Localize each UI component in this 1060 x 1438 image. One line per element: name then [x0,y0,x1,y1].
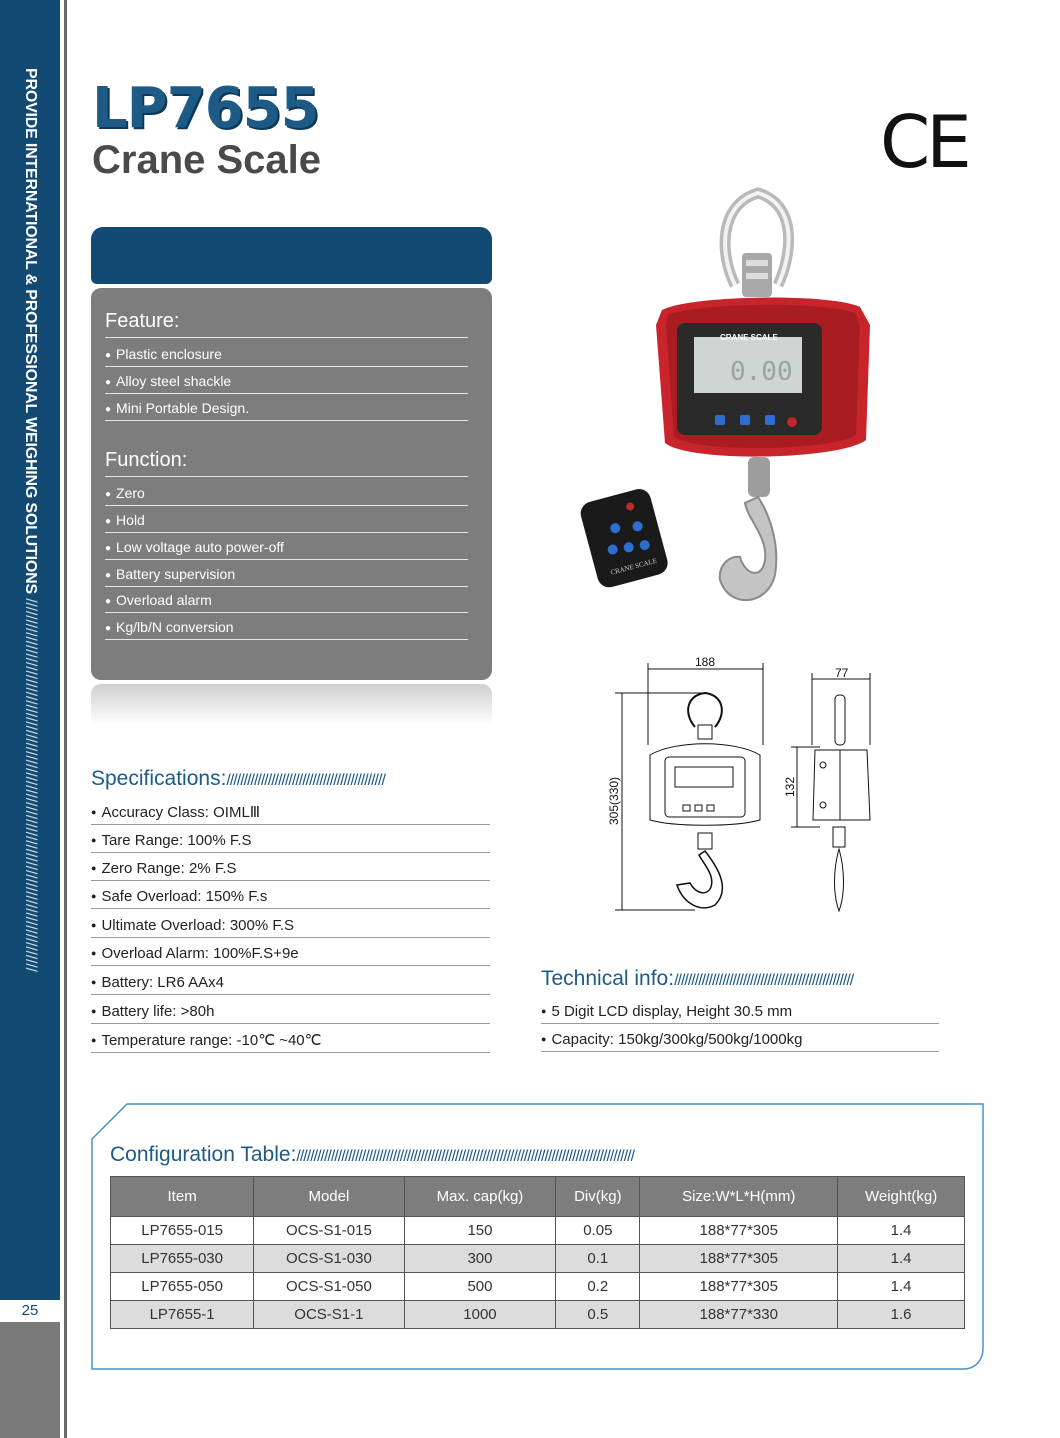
panel-rule [105,420,468,421]
dim-width: 188 [695,655,716,669]
lcd-reading: 0.00 [730,357,793,387]
panel-rule [105,366,468,367]
tech-item: ● Capacity: 150kg/300kg/500kg/1000kg [541,1031,939,1052]
feature-item: ● Alloy steel shackle [105,373,231,389]
dim-depth: 77 [835,666,849,680]
configuration-title-text: Configuration Table: [110,1143,297,1166]
function-item: ● Kg/lb/N conversion [105,619,234,635]
spec-item: ● Temperature range: -10℃ ~40℃ [91,1031,490,1053]
remote-label: CRANE SCALE [609,556,658,577]
table-cell: LP7655-030 [111,1245,254,1273]
table-cell: 0.05 [556,1217,640,1245]
panel-rule [105,393,468,394]
spec-item: ● Accuracy Class: OIMLⅢ [91,803,490,825]
feature-item: ● Mini Portable Design. [105,400,249,416]
column-header: Item [111,1177,254,1217]
table-cell: OCS-S1-030 [254,1245,404,1273]
dim-body-height: 132 [783,776,797,797]
spec-item: ● Overload Alarm: 100%F.S+9e [91,945,490,966]
panel-reflection [91,684,492,724]
panel-rule [105,476,468,477]
table-cell: 188*77*330 [640,1301,838,1329]
ce-mark: CE [880,100,968,184]
spine-divider [64,0,67,1438]
table-cell: 188*77*305 [640,1273,838,1301]
function-item: ● Zero [105,485,145,501]
section-hatch: ////////////////////////////////////////////////////////////////////////////////////////////////// [296,1148,635,1165]
table-cell: 0.1 [556,1245,640,1273]
specifications-title-text: Specifications: [91,767,227,790]
table-row [111,1217,965,1245]
column-header: Max. cap(kg) [404,1177,556,1217]
table-cell: OCS-S1-1 [254,1301,404,1329]
dimension-drawing [595,655,885,920]
panel-header-bar [91,227,492,284]
table-cell: 188*77*305 [640,1217,838,1245]
feature-item: ● Plastic enclosure [105,346,222,362]
function-item: ● Low voltage auto power-off [105,539,284,555]
panel-rule [105,559,468,560]
tech-item: ● 5 Digit LCD display, Height 30.5 mm [541,1003,939,1024]
table-cell: 188*77*305 [640,1245,838,1273]
table-row [111,1245,965,1273]
panel-rule [105,612,468,613]
function-item: ● Overload alarm [105,592,212,608]
table-cell: 1.4 [838,1217,965,1245]
panel-rule [105,505,468,506]
function-item: ● Hold [105,512,145,528]
table-cell: 1000 [404,1301,556,1329]
product-subtitle: Crane Scale [92,138,322,182]
table-cell: 300 [404,1245,556,1273]
feature-title: Feature: [105,310,180,332]
spec-item: ● Ultimate Overload: 300% F.S [91,917,490,938]
panel-rule [105,639,468,640]
specifications-title [91,767,492,791]
product-photo [570,185,880,625]
panel-rule [105,586,468,587]
table-cell: OCS-S1-015 [254,1217,404,1245]
section-hatch: //////////////////////////////////////////////////// [674,972,854,989]
spine-tagline [21,68,41,1278]
technical-title [541,967,941,991]
spine-hatch: //////////////////////////////////////////////////////////////////////////////////////// [22,598,39,972]
panel-rule [105,532,468,533]
table-row [111,1273,965,1301]
table-header-row [111,1177,965,1217]
dim-height: 305(330) [607,776,621,825]
configuration-table [110,1176,965,1329]
column-header: Div(kg) [556,1177,640,1217]
column-header: Size:W*L*H(mm) [640,1177,838,1217]
table-row [111,1301,965,1329]
lcd-label: CRANE SCALE [720,333,778,342]
table-cell: 1.4 [838,1273,965,1301]
page-number: 25 [0,1300,60,1322]
function-title: Function: [105,449,188,471]
spec-item: ● Safe Overload: 150% F.s [91,888,490,909]
spine-tagline-text: PROVIDE INTERNATIONAL & PROFESSIONAL WEIGHING SOLUTIONS [22,68,39,594]
table-cell: 0.5 [556,1301,640,1329]
table-cell: 150 [404,1217,556,1245]
section-hatch: ////////////////////////////////////////////// [226,772,385,789]
table-cell: 1.4 [838,1245,965,1273]
table-cell: LP7655-015 [111,1217,254,1245]
column-header: Model [254,1177,404,1217]
spec-item: ● Tare Range: 100% F.S [91,832,490,853]
model-title: LP7655 [92,76,319,141]
table-cell: 1.6 [838,1301,965,1329]
panel-rule [105,337,468,338]
table-cell: LP7655-1 [111,1301,254,1329]
spec-item: ● Battery: LR6 AAx4 [91,974,490,995]
function-item: ● Battery supervision [105,566,235,582]
table-cell: LP7655-050 [111,1273,254,1301]
configuration-title [110,1143,790,1167]
table-cell: 0.2 [556,1273,640,1301]
spec-item: ● Battery life: >80h [91,1003,490,1024]
table-cell: 500 [404,1273,556,1301]
technical-title-text: Technical info: [541,967,675,990]
table-cell: OCS-S1-050 [254,1273,404,1301]
spec-item: ● Zero Range: 2% F.S [91,860,490,881]
column-header: Weight(kg) [838,1177,965,1217]
